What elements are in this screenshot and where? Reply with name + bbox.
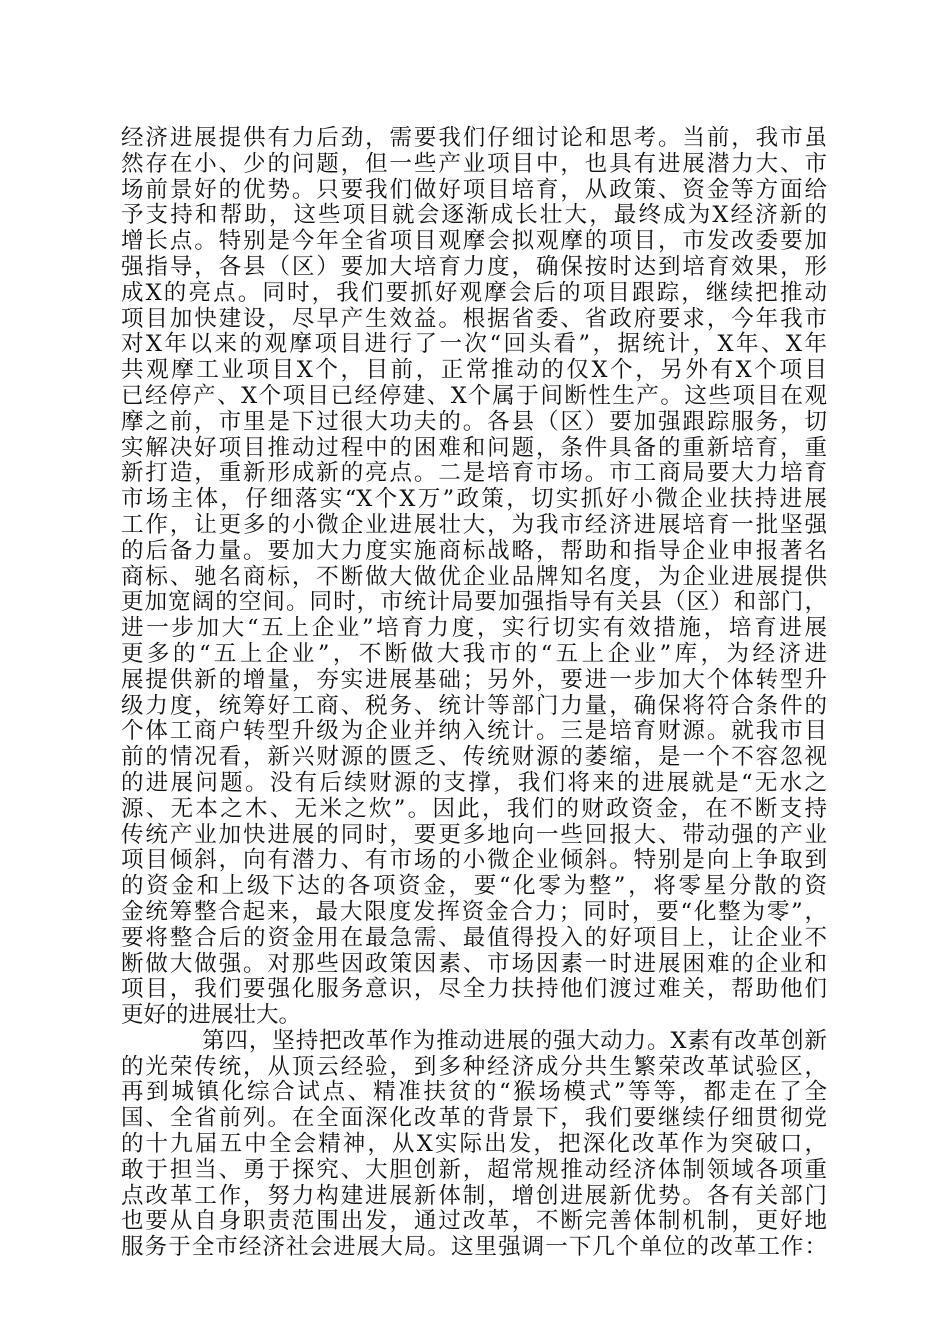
text-line: 传统产业加快进展的同时，要更多地向一些回报大、带动强的产业	[121, 821, 827, 848]
text-line: 进一步加大“五上企业”培育力度，实行切实有效措施，培育进展	[121, 615, 827, 642]
text-line: 商标、驰名商标，不断做大做优企业品牌知名度，为企业进展提供	[121, 563, 827, 590]
text-line: 经济进展提供有力后劲，需要我们仔细讨论和思考。当前，我市虽	[121, 125, 827, 151]
text-line: 予支持和帮助，这些项目就会逐渐成长壮大，最终成为X经济新的	[121, 202, 827, 229]
text-line: 然存在小、少的问题，但一些产业项目中，也具有进展潜力大、市	[121, 150, 827, 177]
paragraph-start-line: 第四，坚持把改革作为推动进展的强大动力。X素有改革创新	[202, 1027, 827, 1054]
text-line: 金统筹整合起来，最大限度发挥资金合力；同时，要“化整为零”，	[121, 898, 827, 925]
text-line: 强指导，各县（区）要加大培育力度，确保按时达到培育效果，形	[121, 253, 827, 280]
text-line: 个体工商户转型升级为企业并纳入统计。三是培育财源。就我市目	[121, 718, 827, 745]
text-line: 要将整合后的资金用在最急需、最值得投入的好项目上，让企业不	[121, 924, 827, 951]
text-line: 源、无本之木、无米之炊”。因此，我们的财政资金，在不断支持	[121, 795, 827, 822]
text-line: 断做大做强。对那些因政策因素、市场因素一时进展困难的企业和	[121, 950, 827, 977]
text-line: 敢于担当、勇于探究、大胆创新，超常规推动经济体制领域各项重	[121, 1156, 827, 1183]
text-line: 更多的“五上企业”，不断做大我市的“五上企业”库，为经济进	[121, 640, 827, 667]
text-line: 摩之前，市里是下过很大功夫的。各县（区）要加强跟踪服务，切	[121, 408, 827, 435]
text-line: 增长点。特别是今年全省项目观摩会拟观摩的项目，市发改委要加	[121, 228, 827, 255]
text-line: 展提供新的增量，夯实进展基础；另外，要进一步加大个体转型升	[121, 666, 827, 693]
text-line: 工作，让更多的小微企业进展壮大，为我市经济进展培育一批坚强	[121, 511, 827, 538]
text-line: 再到城镇化综合试点、精准扶贫的“猴场模式”等等，都走在了全	[121, 1079, 827, 1106]
text-line: 场前景好的优势。只要我们做好项目培育，从政策、资金等方面给	[121, 176, 827, 203]
text-line: 项目倾斜，向有潜力、有市场的小微企业倾斜。特别是向上争取到	[121, 847, 827, 874]
text-line: 更好的进展壮大。	[121, 1002, 302, 1029]
text-line: 的十九届五中全会精神，从X实际出发，把深化改革作为突破口，	[121, 1131, 827, 1158]
text-line: 服务于全市经济社会进展大局。这里强调一下几个单位的改革工作：	[121, 1234, 827, 1261]
text-line: 项目加快建设，尽早产生效益。根据省委、省政府要求，今年我市	[121, 305, 827, 332]
text-line: 成X的亮点。同时，我们要抓好观摩会后的项目跟踪，继续把推动	[121, 279, 827, 306]
text-line: 市场主体，仔细落实“X个X万”政策，切实抓好小微企业扶持进展	[121, 486, 827, 513]
text-line: 新打造，重新形成新的亮点。二是培育市场。市工商局要大力培育	[121, 460, 827, 487]
text-line: 国、全省前列。在全面深化改革的背景下，我们要继续仔细贯彻党	[121, 1105, 827, 1132]
text-line: 也要从自身职责范围出发，通过改革，不断完善体制机制，更好地	[121, 1208, 827, 1235]
text-line: 共观摩工业项目X个，目前，正常推动的仅X个，另外有X个项目	[121, 357, 827, 384]
text-line: 的资金和上级下达的各项资金，要“化零为整”，将零星分散的资	[121, 873, 827, 900]
text-line: 的后备力量。要加大力度实施商标战略，帮助和指导企业申报著名	[121, 537, 827, 564]
text-line: 项目，我们要强化服务意识，尽全力扶持他们渡过难关，帮助他们	[121, 976, 827, 1003]
text-line: 更加宽阔的空间。同时，市统计局要加强指导有关县（区）和部门，	[121, 589, 827, 616]
text-line: 对X年以来的观摩项目进行了一次“回头看”，据统计，X年、X年	[121, 331, 827, 358]
text-line: 前的情况看，新兴财源的匮乏、传统财源的萎缩，是一个不容忽视	[121, 744, 827, 771]
text-line: 级力度，统筹好工商、税务、统计等部门力量，确保将符合条件的	[121, 692, 827, 719]
body-text	[121, 126, 827, 1261]
text-line: 的进展问题。没有后续财源的支撑，我们将来的进展就是“无水之	[121, 769, 827, 796]
text-line: 点改革工作，努力构建进展新体制，增创进展新优势。各有关部门	[121, 1182, 827, 1209]
text-line: 实解决好项目推动过程中的困难和问题，条件具备的重新培育，重	[121, 434, 827, 461]
text-line: 的光荣传统，从顶云经验，到多种经济成分共生繁荣改革试验区，	[121, 1053, 827, 1080]
text-line: 已经停产、X个项目已经停建、X个属于间断性生产。这些项目在观	[121, 382, 827, 409]
